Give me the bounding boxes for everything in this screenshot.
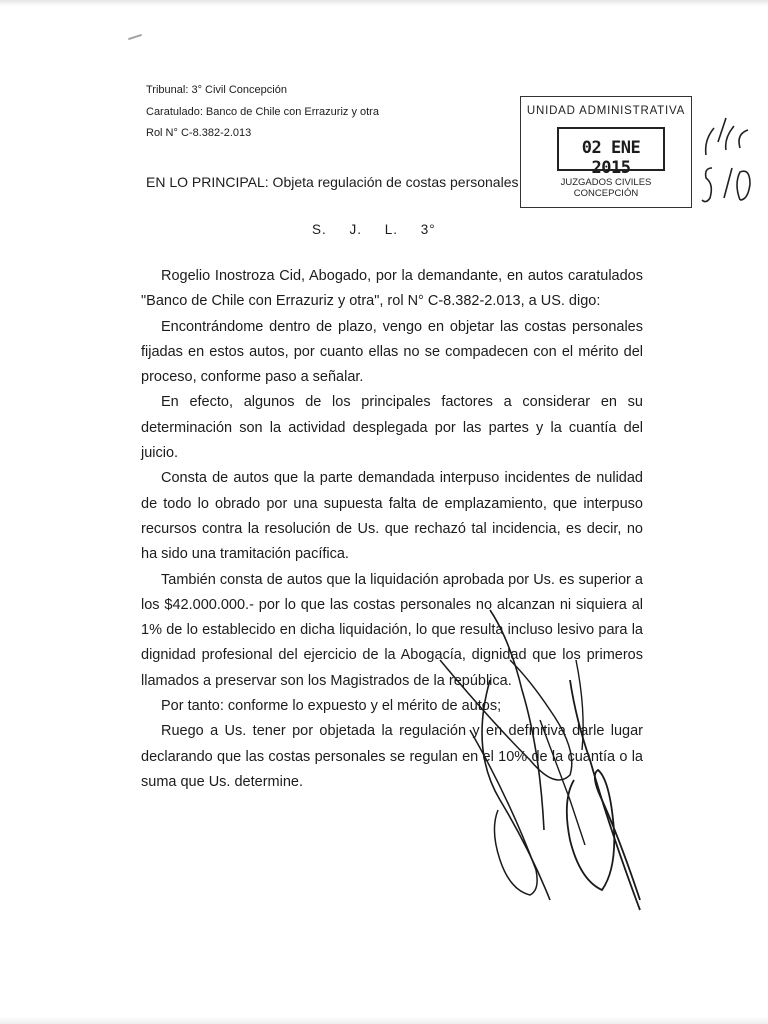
sjl-heading: S. J. L. 3° xyxy=(312,222,436,237)
header-tribunal: Tribunal: 3° Civil Concepción xyxy=(146,84,287,96)
header-caratulado: Caratulado: Banco de Chile con Errazuriz y otra xyxy=(146,106,379,118)
paragraph: También consta de autos que la liquidación aprobada por Us. es superior a los $42.000.000.- por lo que las costas personales no alcanzan ni siquiera al 1% de lo establecido en dicha liquidación, lo que resulta incluso lesivo para la dignidad profesional del ejercicio de la Abogacía, dignidad que los primeros llamados a preservar son los Magistrados de la república. xyxy=(141,571,643,689)
stamp-org xyxy=(521,177,691,199)
stamp-title: UNIDAD ADMINISTRATIVA xyxy=(526,105,686,117)
scan-mark xyxy=(128,34,142,40)
paragraph: Por tanto: conforme lo expuesto y el mérito de autos; xyxy=(161,698,502,715)
paragraph: Consta de autos que la parte demandada interpuso incidentes de nulidad de todo lo obrado por una supuesta falta de emplazamiento, que interpuso recursos contra la resolución de Us. que rechazó tal incidencia, es decir, no ha sido una tramitación pacífica. xyxy=(141,470,643,563)
received-stamp xyxy=(520,96,692,208)
paragraph: Ruego a Us. tener por objetada la regulación y en definitiva darle lugar declarando que las costas personales se regulan en el 10% de la cuantía o la suma que Us. determine. xyxy=(141,723,643,790)
principal-heading: EN LO PRINCIPAL: Objeta regulación de costas personales xyxy=(146,174,519,190)
scan-edge-top xyxy=(0,0,768,6)
scan-edge-bottom xyxy=(0,1016,768,1024)
header-rol: Rol N° C-8.382-2.013 xyxy=(146,127,252,139)
paragraph: Rogelio Inostroza Cid, Abogado, por la demandante, en autos caratulados "Banco de Chile con Errazuriz y otra", rol N° C-8.382-2.013, a US. digo: xyxy=(141,268,643,310)
stamp-org-line2: CONCEPCIÓN xyxy=(573,188,639,199)
paragraph: Encontrándome dentro de plazo, vengo en objetar las costas personales fijadas en estos autos, por cuanto ellas no se compadecen con el mérito del proceso, conforme paso a señalar. xyxy=(141,318,643,386)
stamp-date: 02 ENE 2015 xyxy=(581,138,641,178)
handwritten-margin-note xyxy=(700,110,768,210)
petition-body xyxy=(141,264,643,795)
paragraph: En efecto, algunos de los principales factores a considerar en su determinación son la actividad desplegada por las partes y la cuantía del juicio. xyxy=(141,394,643,462)
stamp-date-box xyxy=(557,127,665,178)
stamp-org-line1: JUZGADOS CIVILES xyxy=(560,177,652,188)
